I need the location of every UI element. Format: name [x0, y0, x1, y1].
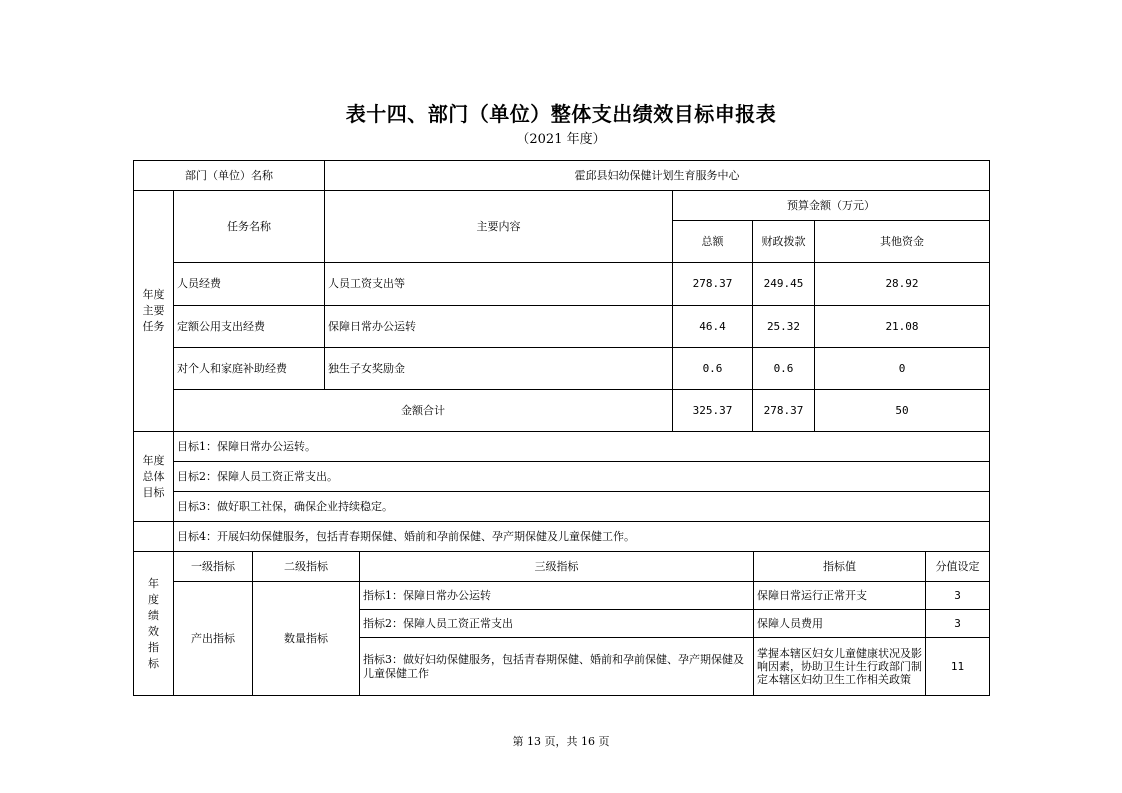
- task-name: 定额公用支出经费: [174, 306, 325, 348]
- task-other: 21.08: [815, 306, 990, 348]
- tasks-section-label: 年度 主要 任务: [134, 191, 174, 432]
- task-total: 278.37: [673, 263, 753, 306]
- indicator-score: 11: [926, 638, 990, 696]
- task-name: 人员经费: [174, 263, 325, 306]
- goal-item: 目标2：保障人员工资正常支出。: [174, 462, 990, 492]
- sum-fiscal: 278.37: [753, 390, 815, 432]
- header-level1: 一级指标: [174, 552, 253, 582]
- goal-item: 目标1：保障日常办公运转。: [174, 432, 990, 462]
- header-task-name: 任务名称: [174, 191, 325, 263]
- indicator-text: 指标3：做好妇幼保健服务，包括青春期保健、婚前和孕前保健、孕产期保健及儿童保健工作: [360, 638, 754, 696]
- task-table: [133, 160, 990, 432]
- task-total: 46.4: [673, 306, 753, 348]
- task-content: 保障日常办公运转: [325, 306, 673, 348]
- task-name: 对个人和家庭补助经费: [174, 348, 325, 390]
- indicators-section-label: 年 度 绩 效 指 标: [134, 552, 174, 696]
- page-footer: 第 13 页，共 16 页: [512, 735, 610, 748]
- indicator-level1: 产出指标: [174, 582, 253, 696]
- header-score: 分值设定: [926, 552, 990, 582]
- task-other: 28.92: [815, 263, 990, 306]
- header-other: 其他资金: [815, 221, 990, 263]
- dept-name: 霍邱县妇幼保健计划生育服务中心: [325, 161, 990, 191]
- header-main-content: 主要内容: [325, 191, 673, 263]
- task-fiscal: 25.32: [753, 306, 815, 348]
- indicator-score: 3: [926, 582, 990, 610]
- indicator-value: 掌握本辖区妇女儿童健康状况及影响因素，协助卫生计生行政部门制定本辖区妇幼卫生工作相关政策: [754, 638, 926, 696]
- header-level3: 三级指标: [360, 552, 754, 582]
- indicator-value: 保障人员费用: [754, 610, 926, 638]
- indicator-value: 保障日常运行正常开支: [754, 582, 926, 610]
- page-title: 表十四、部门（单位）整体支出绩效目标申报表: [345, 102, 777, 126]
- task-fiscal: 249.45: [753, 263, 815, 306]
- task-content: 人员工资支出等: [325, 263, 673, 306]
- header-budget: 预算金额（万元）: [673, 191, 990, 221]
- task-content: 独生子女奖励金: [325, 348, 673, 390]
- header-level2: 二级指标: [253, 552, 360, 582]
- indicator-text: 指标2：保障人员工资正常支出: [360, 610, 754, 638]
- sum-total: 325.37: [673, 390, 753, 432]
- goals-section-label: 年度 总体 目标: [134, 432, 174, 522]
- dept-label: 部门（单位）名称: [134, 161, 325, 191]
- indicator-table: [133, 551, 990, 696]
- task-other: 0: [815, 348, 990, 390]
- sum-other: 50: [815, 390, 990, 432]
- header-total: 总额: [673, 221, 753, 263]
- header-fiscal: 财政拨款: [753, 221, 815, 263]
- indicator-level2: 数量指标: [253, 582, 360, 696]
- goal-item: 目标4：开展妇幼保健服务，包括青春期保健、婚前和孕前保健、孕产期保健及儿童保健工作。: [174, 522, 990, 552]
- goals-table: [133, 431, 990, 552]
- goals-empty-cell: [134, 522, 174, 552]
- goal-item: 目标3：做好职工社保，确保企业持续稳定。: [174, 492, 990, 522]
- task-fiscal: 0.6: [753, 348, 815, 390]
- header-indicator-value: 指标值: [754, 552, 926, 582]
- task-total: 0.6: [673, 348, 753, 390]
- sum-label: 金额合计: [174, 390, 673, 432]
- page-subtitle: （2021 年度）: [516, 132, 606, 147]
- indicator-text: 指标1：保障日常办公运转: [360, 582, 754, 610]
- indicator-score: 3: [926, 610, 990, 638]
